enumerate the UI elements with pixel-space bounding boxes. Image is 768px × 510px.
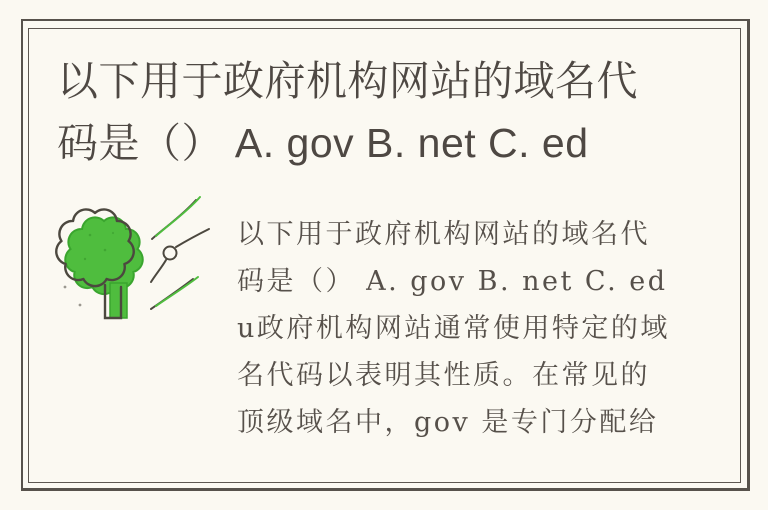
article-line: u政府机构网站通常使用特定的域 [237, 313, 670, 344]
tree-wind-illustration [45, 195, 245, 330]
article-text [237, 211, 727, 446]
wind-swirl-icon [151, 197, 209, 309]
tree-icon [56, 209, 142, 318]
page-title-line-2: 码是（） A. gov B. net C. ed [57, 120, 589, 166]
article-line: 顶级域名中，gov 是专门分配给 [237, 407, 659, 438]
dust-dot [79, 304, 82, 307]
page-title-line-1: 以下用于政府机构网站的域名代 [57, 58, 638, 104]
tree-trunk-green [110, 283, 127, 318]
article-line: 码是（） A. gov B. net C. ed [237, 266, 668, 297]
article-line: 名代码以表明其性质。在常见的 [237, 360, 650, 391]
article-line: 以下用于政府机构网站的域名代 [237, 219, 650, 250]
dust-dot [64, 286, 67, 289]
page-title [57, 50, 717, 174]
